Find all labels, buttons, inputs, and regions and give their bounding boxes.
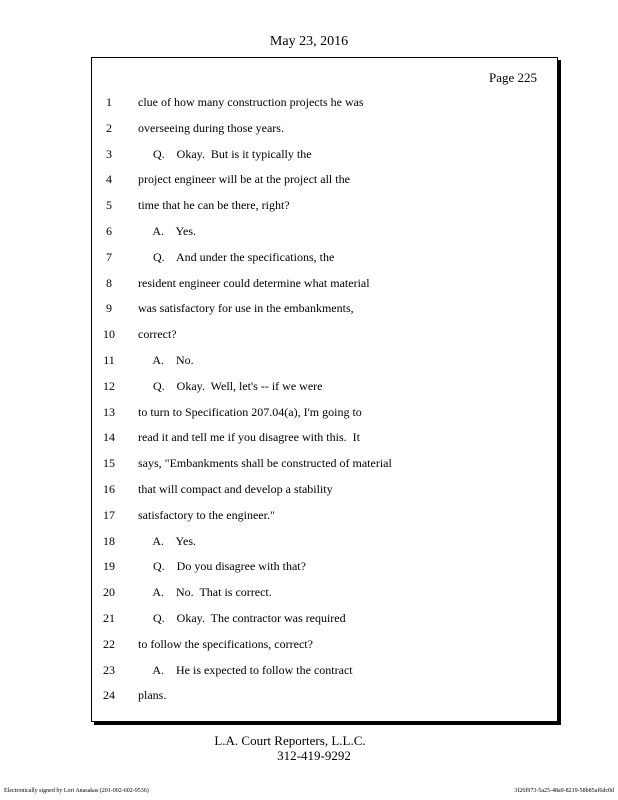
line-number: 10 xyxy=(103,327,115,341)
line-number: 20 xyxy=(103,585,115,599)
line-text: clue of how many construction projects he was xyxy=(138,95,364,109)
electronic-signature: Electronically signed by Lori Anasakas (201-002-602-9536) xyxy=(4,788,149,794)
line-text: project engineer will be at the project all the xyxy=(138,172,350,186)
line-number: 9 xyxy=(106,301,112,315)
line-text: that will compact and develop a stability xyxy=(138,482,333,496)
line-number: 3 xyxy=(106,147,112,161)
line-number: 23 xyxy=(103,663,115,677)
line-text: satisfactory to the engineer." xyxy=(138,508,275,522)
line-text: correct? xyxy=(138,327,177,341)
line-text: A. Yes. xyxy=(138,224,197,238)
line-text: plans. xyxy=(138,688,167,702)
line-number: 19 xyxy=(103,559,115,573)
line-number: 13 xyxy=(103,405,115,419)
line-number: 15 xyxy=(103,456,115,470)
line-number: 6 xyxy=(106,224,112,238)
line-text: time that he can be there, right? xyxy=(138,198,290,212)
line-text: Q. Okay. Well, let's -- if we were xyxy=(138,379,323,393)
line-number: 5 xyxy=(106,198,112,212)
line-number: 21 xyxy=(103,611,115,625)
line-number: 22 xyxy=(103,637,115,651)
reporter-company: L.A. Court Reporters, L.L.C. xyxy=(214,733,366,748)
line-text: read it and tell me if you disagree with this. It xyxy=(138,430,360,444)
line-number: 24 xyxy=(103,688,115,702)
line-number: 1 xyxy=(106,95,112,109)
line-text: Q. Okay. The contractor was required xyxy=(138,611,346,625)
line-number: 11 xyxy=(103,353,115,367)
line-text: A. Yes. xyxy=(138,534,197,548)
document-id: 3f26f973-5a25-48a9-8219-58b85af6dc0d xyxy=(514,788,614,794)
line-text: Q. Okay. But is it typically the xyxy=(138,147,312,161)
line-number: 8 xyxy=(106,276,112,290)
line-number: 17 xyxy=(103,508,115,522)
line-number: 12 xyxy=(103,379,115,393)
line-text: A. No. xyxy=(138,353,194,367)
line-text: Q. Do you disagree with that? xyxy=(138,559,306,573)
line-text: says, "Embankments shall be constructed of material xyxy=(138,456,392,470)
line-number: 16 xyxy=(103,482,115,496)
page-date: May 23, 2016 xyxy=(269,34,349,49)
line-number: 18 xyxy=(103,534,115,548)
line-number: 2 xyxy=(106,121,112,135)
line-text: Q. And under the specifications, the xyxy=(138,250,335,264)
line-text: A. He is expected to follow the contract xyxy=(138,663,353,677)
line-text: A. No. That is correct. xyxy=(138,585,272,599)
page-number: Page 225 xyxy=(488,70,537,85)
line-text: to turn to Specification 207.04(a), I'm going to xyxy=(138,405,362,419)
line-number: 14 xyxy=(103,430,115,444)
line-text: to follow the specifications, correct? xyxy=(138,637,313,651)
reporter-phone: 312-419-9292 xyxy=(277,748,351,763)
line-number: 4 xyxy=(106,172,112,186)
line-text: overseeing during those years. xyxy=(138,121,284,135)
line-text: was satisfactory for use in the embankments, xyxy=(138,301,354,315)
line-text: resident engineer could determine what material xyxy=(138,276,370,290)
line-number: 7 xyxy=(106,250,112,264)
